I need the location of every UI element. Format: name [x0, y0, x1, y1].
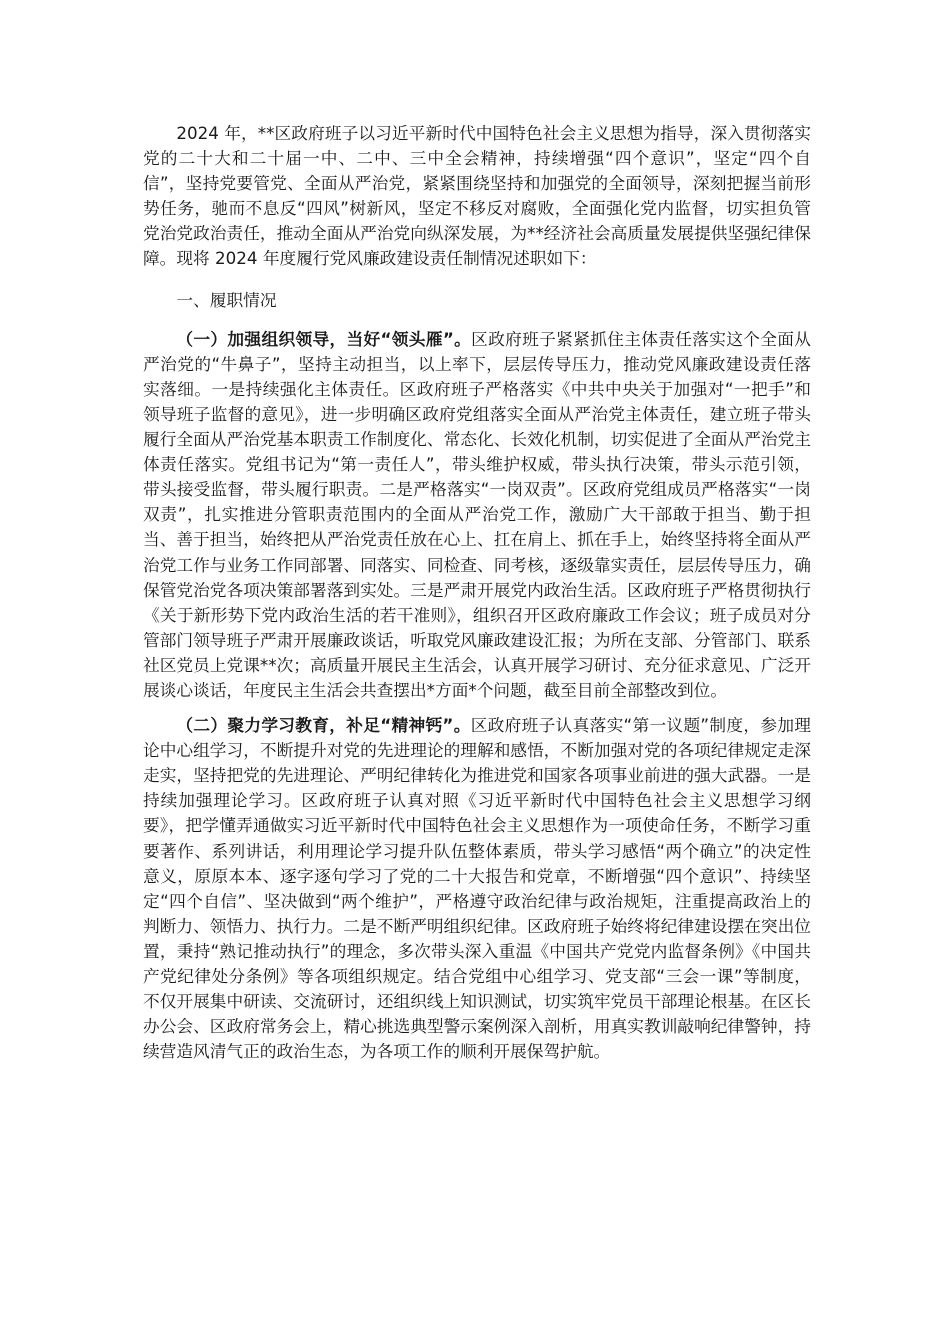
subsection-2-body: 区政府班子认真落实“第一议题”制度，参加理论中心组学习，不断提升对党的先进理论的理解和感悟，不断加强对党的各项纪律规定走深走实，坚持把党的先进理论、严明纪律转化为推进党和国家各项事业前进的强大武器。一是持续加强理论学习。区政府班子认真对照《习近平新时代中国特色社会主义思想学习纲要》，把学懂弄通做实习近平新时代中国特色社会主义思想作为一项使命任务，不断学习重要著作、系列讲话，利用理论学习提升队伍整体素质，带头学习感悟“两个确立”的决定性意义，原原本本、逐字逐句学习了党的二十大报告和党章，不断增强“四个意识”、持续坚定“四个自信”、坚决做到“两个维护”，严格遵守政治纪律与政治规矩，注重提高政治上的判断力、领悟力、执行力。二是不断严明组织纪律。区政府班子始终将纪律建设摆在突出位置，秉持“熟记推动执行”的理念，多次带头深入重温《中国共产党党内监督条例》《中国共产党纪律处分条例》等各项组织规定。结合党组中心组学习、党支部“三会一课”等制度，不仅开展集中研读、交流研讨，还组织线上知识测试，切实筑牢党员干部理论根基。在区长办公会、区政府常务会上，精心挑选典型警示案例深入剖析，用真实教训敲响纪律警钟，持续营造风清气正的政治生态，为各项工作的顺利开展保驾护航。 [143, 715, 811, 1062]
subsection-2-title: （二）聚力学习教育，补足“精神钙”。 [176, 715, 471, 736]
document-page [143, 121, 811, 1064]
section-heading: 一、履职情况 [176, 289, 277, 310]
subsection-1-title: （一）加强组织领导，当好“领头雁”。 [176, 328, 472, 349]
intro-paragraph: 2024 年，**区政府班子以习近平新时代中国特色社会主义思想为指导，深入贯彻落实党的二十大和二十届一中、二中、三中全会精神，持续增强“四个意识”，坚定“四个自信”，坚持党要管党、全面从严治党，紧紧围绕坚持和加强党的全面领导，深刻把握当前形势任务，驰而不息反“四风”树新风，坚定不移反对腐败，全面强化党内监督，切实担负管党治党政治责任，推动全面从严治党向纵深发展，为**经济社会高质量发展提供坚强纪律保障。现将 2024 年度履行党风廉政建设责任制情况述职如下： [143, 123, 811, 269]
subsection-1-paragraph [143, 327, 811, 703]
subsection-2-paragraph [143, 713, 811, 1064]
subsection-1-body: 区政府班子紧紧抓住主体责任落实这个全面从严治党的“牛鼻子”，坚持主动担当，以上率下，层层传导压力，推动党风廉政建设责任落实落细。一是持续强化主体责任。区政府班子严格落实《中共中央关于加强对“一把手”和领导班子监督的意见》，进一步明确区政府党组落实全面从严治党主体责任，建立班子带头履行全面从严治党基本职责工作制度化、常态化、长效化机制，切实促进了全面从严治党主体责任落实。党组书记为“第一责任人”，带头维护权威，带头执行决策，带头示范引领，带头接受监督，带头履行职责。二是严格落实“一岗双责”。区政府党组成员严格落实“一岗双责”，扎实推进分管职责范围内的全面从严治党工作，激励广大干部敢于担当、勤于担当、善于担当，始终把从严治党责任放在心上、扛在肩上、抓在手上，始终坚持将全面从严治党工作与业务工作同部署、同落实、同检查、同考核，逐级靠实责任，层层传导压力，确保管党治党各项决策部署落到实处。三是严肃开展党内政治生活。区政府班子严格贯彻执行《关于新形势下党内政治生活的若干准则》，组织召开区政府廉政工作会议；班子成员对分管部门领导班子严肃开展廉政谈话，听取党风廉政建设汇报；为所在支部、分管部门、联系社区党员上党课**次；高质量开展民主生活会，认真开展学习研讨、充分征求意见、广泛开展谈心谈话，年度民主生活会共查摆出*方面*个问题，截至目前全部整改到位。 [143, 328, 811, 700]
